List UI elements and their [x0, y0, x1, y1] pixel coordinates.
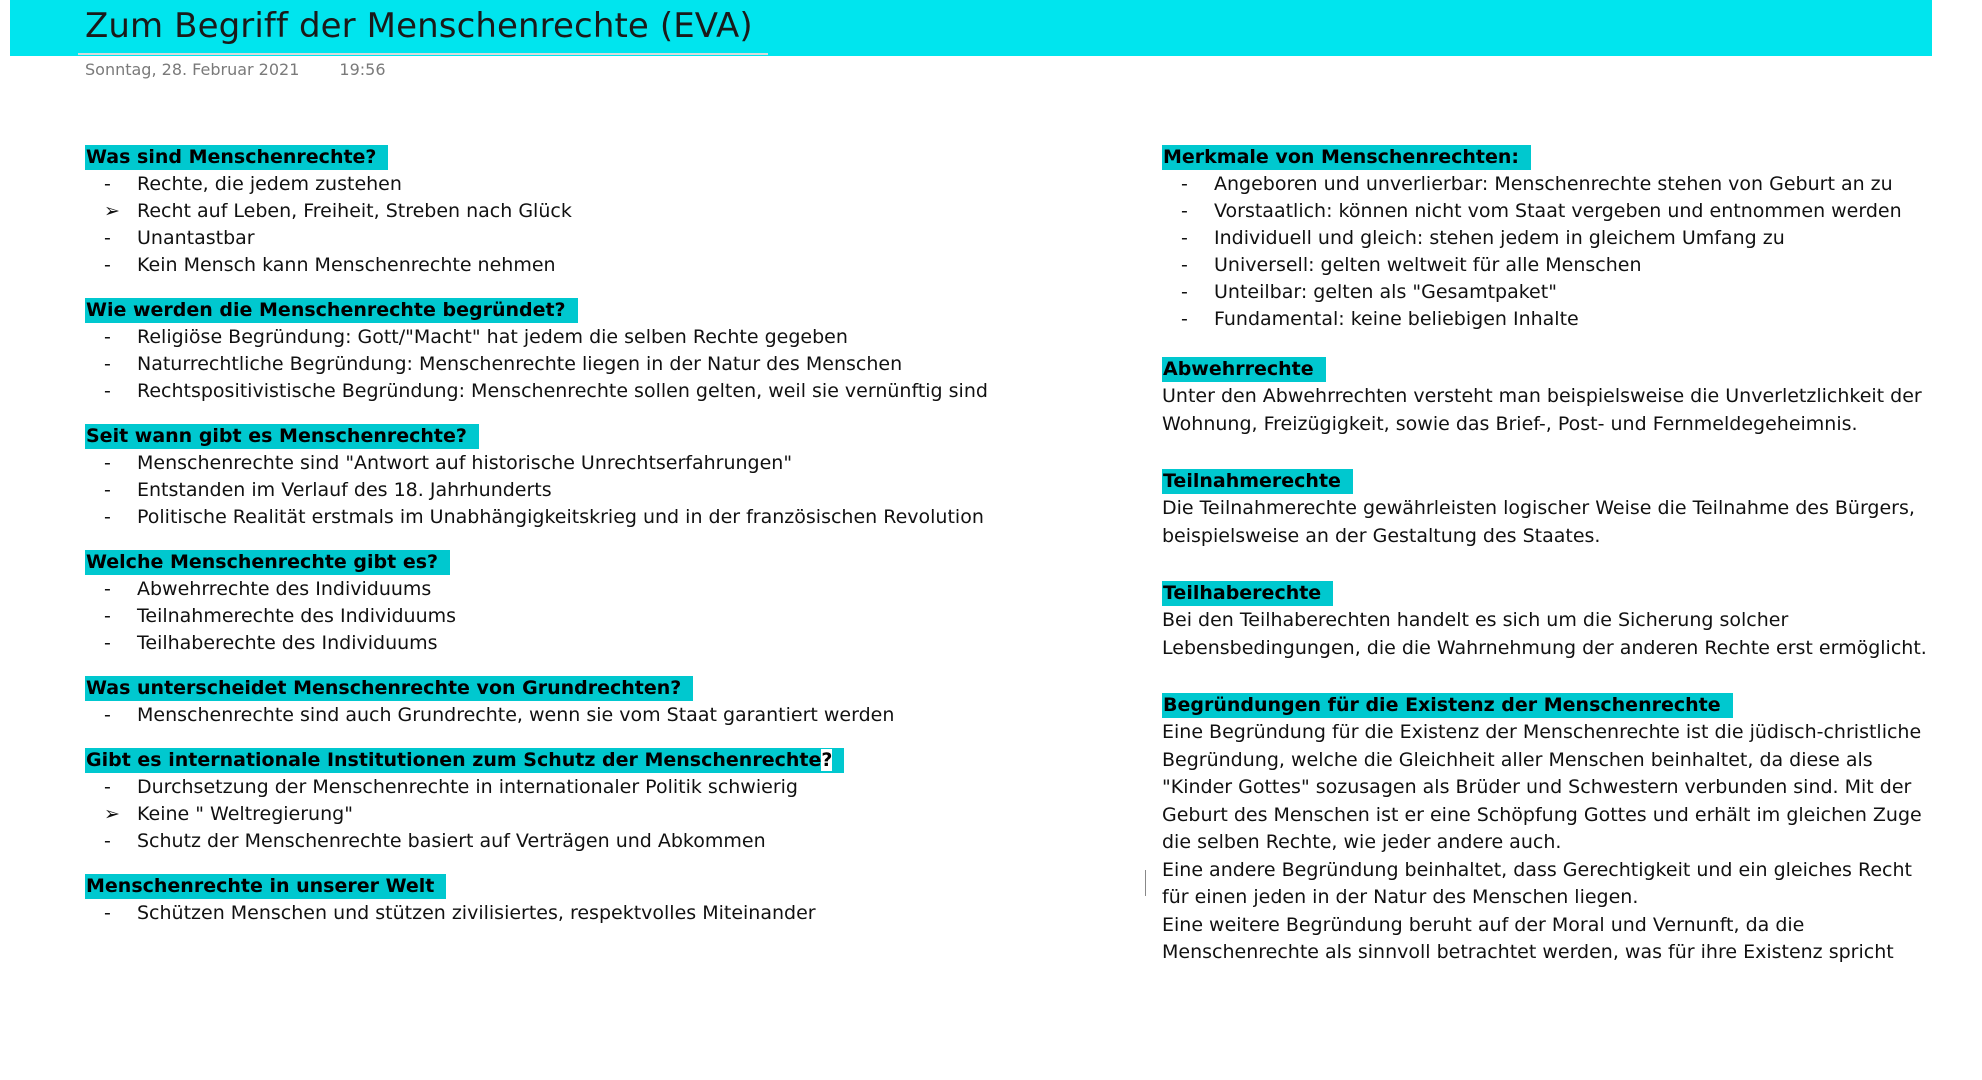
dash-bullet-icon: - — [1181, 227, 1188, 249]
section-seit-wann — [85, 424, 1085, 531]
list-item-text: Recht auf Leben, Freiheit, Streben nach Glück — [137, 200, 572, 222]
list-item[interactable] — [104, 450, 1085, 477]
bullet-list — [1162, 171, 1932, 333]
section-heading[interactable]: Teilhaberechte — [1162, 581, 1333, 606]
bullet-list — [85, 576, 1085, 657]
list-item-text: Entstanden im Verlauf des 18. Jahrhunderts — [137, 479, 552, 501]
list-item[interactable] — [104, 171, 1085, 198]
list-item-text: Angeboren und unverlierbar: Menschenrechte stehen von Geburt an zu — [1214, 173, 1893, 195]
dash-bullet-icon: - — [1181, 200, 1188, 222]
list-item-text: Fundamental: keine beliebigen Inhalte — [1214, 308, 1579, 330]
list-item[interactable] — [104, 378, 1085, 405]
bullet-list — [85, 774, 1085, 855]
list-item-text: Rechte, die jedem zustehen — [137, 173, 402, 195]
section-was-sind — [85, 145, 1085, 279]
page-time: 19:56 — [339, 60, 386, 79]
list-item[interactable] — [104, 828, 1085, 855]
list-item-text: Schützen Menschen und stützen zivilisiertes, respektvolles Miteinander — [137, 902, 816, 924]
list-item-text: Vorstaatlich: können nicht vom Staat vergeben und entnommen werden — [1214, 200, 1902, 222]
list-item-text: Menschenrechte sind "Antwort auf historische Unrechtserfahrungen" — [137, 452, 793, 474]
section-paragraph[interactable]: Eine Begründung für die Existenz der Menschenrechte ist die jüdisch-christliche Begründung, welche die Gleichheit aller Menschen beinhaltet, da diese als "Kinder Gottes" sozusagen als Brüder und Schwestern verbunden sind. Mit der Geburt des Menschen ist er eine Schöpfung Gottes und erhält im gleichen Zuge die selben Rechte, wie jeder andere auch. — [1162, 721, 1922, 853]
dash-bullet-icon: - — [104, 632, 111, 654]
page-title[interactable]: Zum Begriff der Menschenrechte (EVA) — [85, 6, 753, 46]
dash-bullet-icon: - — [104, 380, 111, 402]
list-item-text: Abwehrrechte des Individuums — [137, 578, 432, 600]
list-item[interactable] — [104, 630, 1085, 657]
section-heading[interactable] — [85, 748, 844, 773]
list-item[interactable] — [1181, 225, 1932, 252]
bullet-list — [85, 450, 1085, 531]
list-item[interactable] — [1181, 252, 1932, 279]
dash-bullet-icon: - — [1181, 173, 1188, 195]
dash-bullet-icon: - — [104, 227, 111, 249]
section-paragraph[interactable]: Bei den Teilhaberechten handelt es sich um die Sicherung solcher Lebensbedingungen, die die Wahrnehmung der anderen Rechte erst ermöglicht. — [1162, 609, 1927, 659]
list-item-text: Teilhaberechte des Individuums — [137, 632, 438, 654]
list-item-text: Rechtspositivistische Begründung: Menschenrechte sollen gelten, weil sie vernünftig sind — [137, 380, 988, 402]
list-item[interactable] — [104, 351, 1085, 378]
left-column — [85, 145, 1085, 946]
dash-bullet-icon: - — [104, 479, 111, 501]
list-item[interactable] — [1181, 306, 1932, 333]
section-heading[interactable]: Menschenrechte in unserer Welt — [85, 874, 446, 899]
dash-bullet-icon: - — [104, 578, 111, 600]
dash-bullet-icon: - — [104, 605, 111, 627]
section-begruendungen — [1162, 693, 1932, 967]
section-paragraph[interactable]: Eine andere Begründung beinhaltet, dass Gerechtigkeit und ein gleiches Recht für einen jeden in der Natur des Menschen liegen. — [1162, 858, 1912, 908]
section-unsere-welt — [85, 874, 1085, 927]
list-item[interactable] — [104, 603, 1085, 630]
page-date-line — [85, 60, 386, 79]
bullet-list — [85, 900, 1085, 927]
list-item-text: Teilnahmerechte des Individuums — [137, 605, 457, 627]
list-item[interactable] — [104, 252, 1085, 279]
list-item[interactable] — [104, 702, 1085, 729]
section-begruendet — [85, 298, 1085, 405]
list-item-text: Naturrechtliche Begründung: Menschenrechte liegen in der Natur des Menschen — [137, 353, 903, 375]
list-item[interactable] — [1181, 279, 1932, 306]
dash-bullet-icon: - — [104, 704, 111, 726]
list-item[interactable] — [104, 504, 1085, 531]
section-abwehrrechte — [1162, 357, 1932, 438]
section-heading[interactable]: Begründungen für die Existenz der Menschenrechte — [1162, 693, 1733, 718]
list-item-text: Unteilbar: gelten als "Gesamtpaket" — [1214, 281, 1557, 303]
list-item[interactable] — [104, 900, 1085, 927]
dash-bullet-icon: - — [1181, 254, 1188, 276]
section-heading[interactable]: Abwehrrechte — [1162, 357, 1326, 382]
list-item-text: Durchsetzung der Menschenrechte in internationaler Politik schwierig — [137, 776, 798, 798]
title-underline — [78, 53, 768, 55]
list-item-text: Unantastbar — [137, 227, 255, 249]
list-item[interactable] — [104, 198, 1085, 225]
section-welche — [85, 550, 1085, 657]
section-heading[interactable]: Was unterscheidet Menschenrechte von Grundrechten? — [85, 676, 693, 701]
section-heading[interactable]: Wie werden die Menschenrechte begründet? — [85, 298, 578, 323]
list-item-text: Universell: gelten weltweit für alle Menschen — [1214, 254, 1642, 276]
list-item-text: Keine " Weltregierung" — [137, 803, 353, 825]
text-cursor — [1145, 870, 1146, 896]
section-heading[interactable]: Teilnahmerechte — [1162, 469, 1353, 494]
list-item[interactable] — [104, 324, 1085, 351]
list-item[interactable] — [104, 774, 1085, 801]
section-teilnahmerechte — [1162, 469, 1932, 550]
list-item[interactable] — [1181, 171, 1932, 198]
dash-bullet-icon: - — [104, 254, 111, 276]
dash-bullet-icon: - — [104, 776, 111, 798]
list-item-text: Schutz der Menschenrechte basiert auf Verträgen und Abkommen — [137, 830, 766, 852]
dash-bullet-icon: - — [1181, 308, 1188, 330]
bullet-list — [85, 324, 1085, 405]
dash-bullet-icon: - — [104, 506, 111, 528]
section-paragraph[interactable]: Die Teilnahmerechte gewährleisten logischer Weise die Teilnahme des Bürgers, beispielsweise an der Gestaltung des Staates. — [1162, 497, 1915, 547]
list-item-text: Individuell und gleich: stehen jedem in gleichem Umfang zu — [1214, 227, 1785, 249]
dash-bullet-icon: - — [104, 173, 111, 195]
bullet-list — [85, 171, 1085, 279]
list-item[interactable] — [1181, 198, 1932, 225]
arrow-bullet-icon: ➢ — [104, 200, 120, 222]
list-item[interactable] — [104, 477, 1085, 504]
section-paragraph[interactable]: Eine weitere Begründung beruht auf der Moral und Vernunft, da die Menschenrechte als sinnvoll betrachtet werden, was für ihre Existenz spricht — [1162, 913, 1894, 963]
section-paragraph[interactable]: Unter den Abwehrrechten versteht man beispielsweise die Unverletzlichkeit der Wohnung, Freizügigkeit, sowie das Brief-, Post- und Fernmeldegeheimnis. — [1162, 385, 1922, 435]
section-merkmale — [1162, 145, 1932, 333]
dash-bullet-icon: - — [104, 452, 111, 474]
dash-bullet-icon: - — [104, 353, 111, 375]
dash-bullet-icon: - — [104, 326, 111, 348]
dash-bullet-icon: - — [1181, 281, 1188, 303]
list-item-text: Menschenrechte sind auch Grundrechte, wenn sie vom Staat garantiert werden — [137, 704, 895, 726]
bullet-list — [85, 702, 1085, 729]
section-heading-tail: ? — [821, 749, 833, 771]
list-item[interactable] — [104, 576, 1085, 603]
section-heading[interactable]: Welche Menschenrechte gibt es? — [85, 550, 450, 575]
list-item-text: Politische Realität erstmals im Unabhängigkeitskrieg und in der französischen Revolution — [137, 506, 984, 528]
dash-bullet-icon: - — [104, 902, 111, 924]
page-date: Sonntag, 28. Februar 2021 — [85, 60, 300, 79]
list-item-text: Religiöse Begründung: Gott/"Macht" hat jedem die selben Rechte gegeben — [137, 326, 848, 348]
dash-bullet-icon: - — [104, 830, 111, 852]
section-heading[interactable]: Seit wann gibt es Menschenrechte? — [85, 424, 479, 449]
section-teilhaberechte — [1162, 581, 1932, 662]
list-item-text: Kein Mensch kann Menschenrechte nehmen — [137, 254, 556, 276]
section-heading-text: Gibt es internationale Institutionen zum Schutz der Menschenrechte — [86, 749, 822, 771]
section-heading[interactable]: Merkmale von Menschenrechten: — [1162, 145, 1531, 170]
list-item[interactable] — [104, 225, 1085, 252]
section-unterscheidet — [85, 676, 1085, 729]
section-heading[interactable]: Was sind Menschenrechte? — [85, 145, 388, 170]
right-column — [1162, 145, 1932, 998]
section-institutionen — [85, 748, 1085, 855]
list-item[interactable] — [104, 801, 1085, 828]
arrow-bullet-icon: ➢ — [104, 803, 120, 825]
